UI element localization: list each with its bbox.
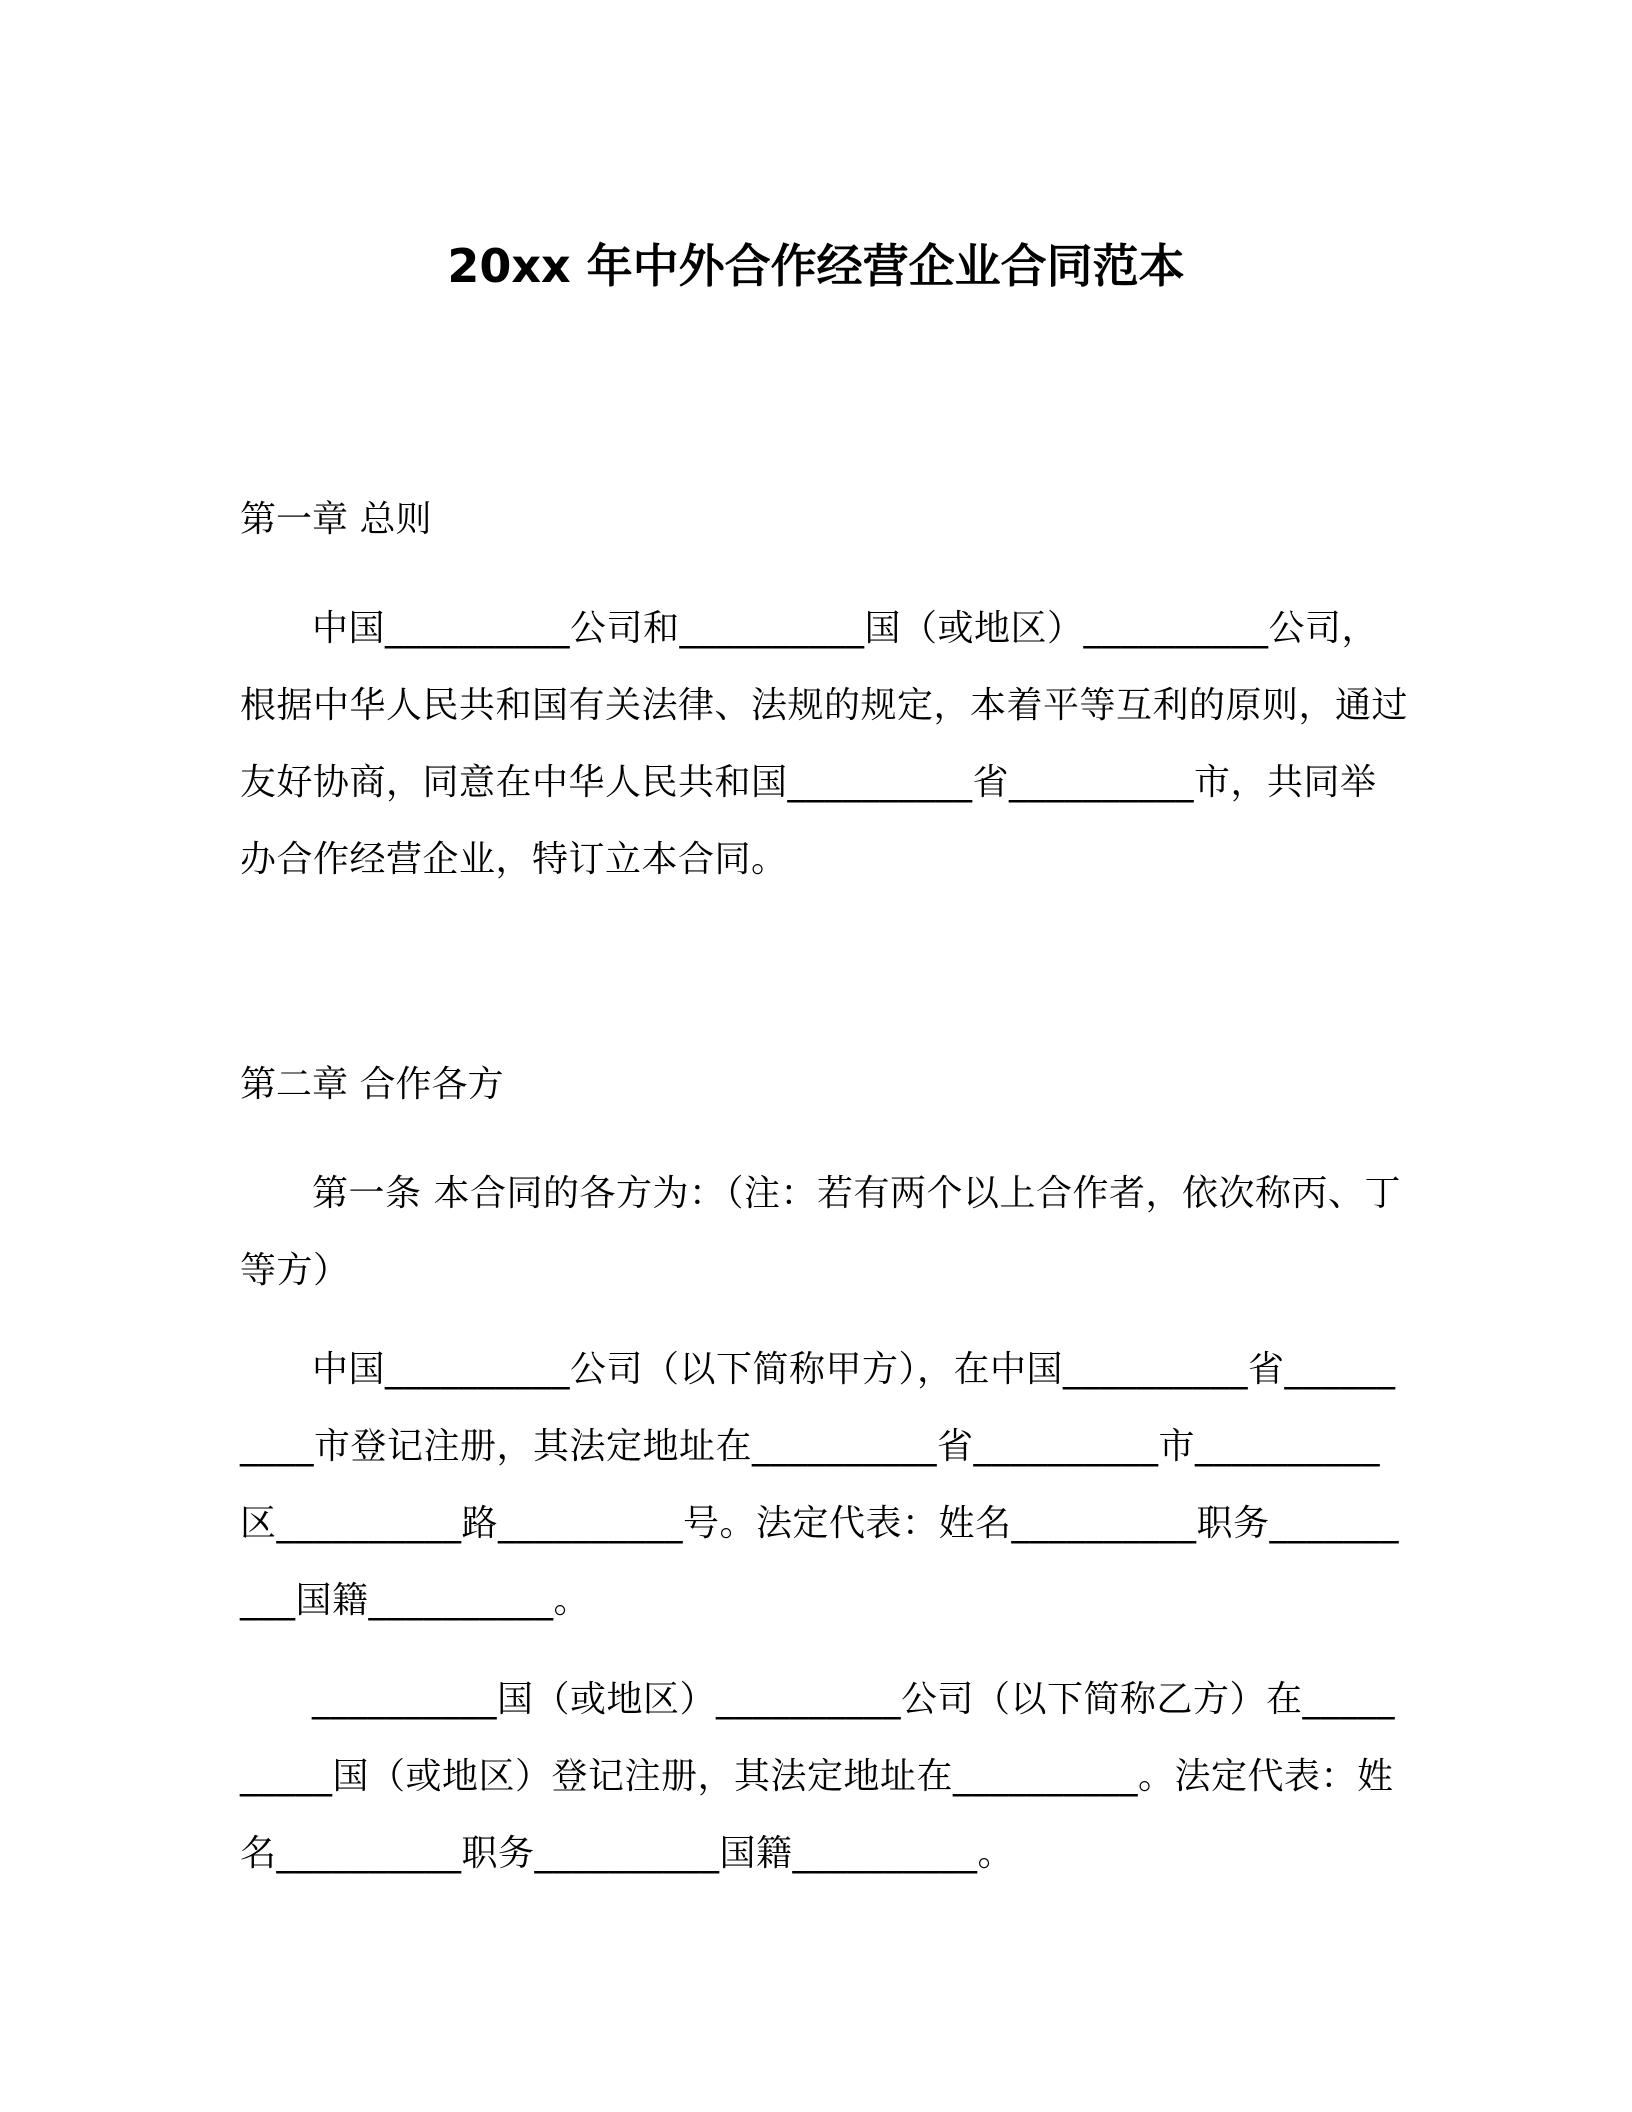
chapter-2-heading: 第二章 合作各方 — [240, 1064, 504, 1105]
article-1-paragraph: 第一条 本合同的各方为：（注：若有两个以上合作者，依次称丙、丁等方） — [240, 1173, 1401, 1291]
chapter-1-heading: 第一章 总则 — [240, 499, 432, 540]
party-b-paragraph: __________国（或地区）__________公司（以下简称乙方）在__________国（或地区）登记注册，其法定地址在__________。法定代表：姓名__________职务__________国籍__________。 — [240, 1679, 1396, 1874]
chapter-1-paragraph: 中国__________公司和__________国（或地区）__________公司，根据中华人民共和国有关法律、法规的规定，本着平等互利的原则，通过友好协商，同意在中华人民共和国__________省__________市，共同举办合作经营企业，特订立本合同。 — [240, 608, 1409, 880]
party-a-paragraph: 中国__________公司（以下简称甲方），在中国__________省__________市登记注册，其法定地址在__________省__________市__________区__________路__________号。法定代表：姓名__________职务__________国籍__________。 — [240, 1349, 1400, 1621]
document-body — [240, 488, 1410, 1892]
document-title: 20xx 年中外合作经营企业合同范本 — [447, 239, 1185, 293]
